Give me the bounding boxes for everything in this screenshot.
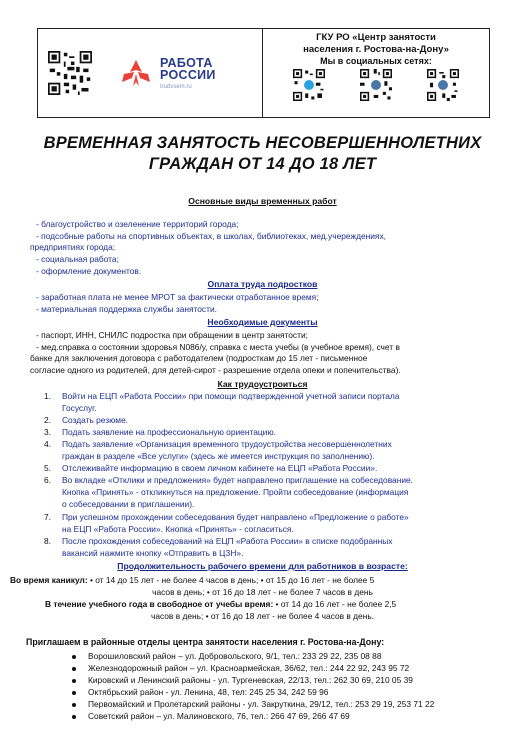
- logo-text-line2: РОССИИ: [160, 68, 216, 82]
- step-number: 3.: [44, 427, 51, 437]
- step-text: Кнопка «Принять» - откликнуться на предложение. Пройти собеседование (информация: [62, 487, 409, 497]
- social-qr-vk-2[interactable]: [427, 69, 459, 101]
- district-text: Советский район – ул. Малиновского, 76, тел.: 266 47 69, 266 47 69: [88, 711, 350, 721]
- bullet-icon: [72, 655, 76, 659]
- district-item: [72, 675, 413, 686]
- step-text: о собеседовании в приглашении).: [62, 499, 195, 509]
- hours-school-text: • от 14 до 16 лет - не более 2,5: [273, 599, 397, 609]
- qr-code-icon: [48, 51, 92, 95]
- social-qr-vk-1[interactable]: [360, 69, 392, 101]
- bullet-icon: [72, 691, 76, 695]
- org-name-line2: населения г. Ростова-на-Дону»: [303, 44, 449, 55]
- district-text: Первомайский и Пролетарский районы - ул. Закруткина, 29/12, тел.: 253 29 19, 253 71 22: [88, 699, 435, 709]
- step-number: 1.: [44, 391, 51, 401]
- step-text: После прохождения собеседований на ЕЦП «Работа России» в списке подобранных: [62, 536, 393, 546]
- header-right: [263, 29, 489, 117]
- step-number: 4.: [44, 439, 51, 449]
- hours-school-line1: [45, 599, 396, 610]
- hours-vacation-text: • от 14 до 15 лет - не более 4 часов в день; • от 15 до 16 лет - не более 5: [87, 575, 375, 585]
- district-item: [72, 651, 381, 662]
- section-title-how-to: Как трудоустроиться: [217, 379, 308, 389]
- districts-invite: Приглашаем в районные отделы центра занятости населения г. Ростова-на-Дону:: [26, 637, 385, 647]
- header-left: [38, 29, 263, 117]
- page-title: [0, 133, 525, 175]
- logo-url: trudvsem.ru: [160, 83, 192, 90]
- social-qr-row: [263, 69, 489, 101]
- section-title-hours: Продолжительность рабочего времени для работников в возрасте:: [117, 561, 408, 571]
- pay-item: - материальная поддержка службы занятости.: [36, 304, 217, 314]
- hours-vacation-line1: [10, 575, 374, 586]
- bullet-icon: [72, 715, 76, 719]
- step-text: Создать резюме.: [62, 415, 129, 425]
- step-number: 2.: [44, 415, 51, 425]
- social-qr-telegram[interactable]: [293, 69, 325, 101]
- pay-item: - заработная плата не менее МРОТ за фактически отработанное время;: [36, 292, 319, 302]
- rabota-rossii-logo-icon: [118, 58, 154, 88]
- district-item: [72, 663, 409, 674]
- org-name-line1: ГКУ РО «Центр занятости: [316, 32, 436, 43]
- district-text: Железнодорожный район – ул. Красноармейская, 36/62, тел.: 244 22 92, 243 95 72: [88, 663, 410, 673]
- work-type-item: - оформление документов.: [36, 266, 142, 276]
- document-item: - мед.справка о состоянии здоровья N086/у, справка с места учебы (в учебное время), счет в: [36, 342, 400, 352]
- social-title: Мы в социальных сетях:: [320, 56, 432, 66]
- district-item: [72, 687, 328, 698]
- hours-school-line2: часов в день; • от 16 до 18 лет - не более 4 часов в день.: [150, 611, 375, 621]
- vk-icon: [371, 80, 381, 90]
- step-text: Во вкладке «Отклики и предложения» будет направлено приглашение на собеседование.: [62, 475, 413, 485]
- step-number: 8.: [44, 536, 51, 546]
- document-item: - паспорт, ИНН, СНИЛС подростка при обращении в центр занятости;: [36, 330, 308, 340]
- step-text: граждан в разделе «Все услуги» (здесь же имеется инструкция по заполнению).: [62, 451, 375, 461]
- district-text: Ворошиловский район – ул. Добровольского, 9/1, тел.: 233 29 22, 235 08 88: [88, 651, 382, 661]
- logo-text-line1: РАБОТА: [160, 55, 213, 70]
- work-type-item: предприятиях города;: [30, 242, 116, 252]
- section-title-work-types: Основные виды временных работ: [188, 196, 337, 206]
- step-text: Госуслуг.: [62, 403, 97, 413]
- document-item: банке для заключения договора с работодателем (подросткам до 15 лет - письменное: [30, 353, 368, 363]
- bullet-icon: [72, 667, 76, 671]
- hours-vacation-label: Во время каникул:: [10, 575, 88, 585]
- district-item: [72, 699, 434, 710]
- step-text: Подать заявление на профессиональную ориентацию.: [62, 427, 276, 437]
- step-text: на ЕЦП «Работа России». Кнопка «Принять» - согласиться.: [62, 524, 294, 534]
- district-item: [72, 711, 350, 722]
- step-number: 5.: [44, 463, 51, 473]
- step-text: При успешном прохождении собеседования будет направлено «Предложение о работе»: [62, 512, 409, 522]
- step-text: вакансий нажмите кнопку «Отправить в ЦЗН».: [62, 548, 244, 558]
- telegram-icon: [304, 80, 314, 90]
- section-title-pay: Оплата труда подростков: [207, 279, 318, 289]
- work-type-item: - социальная работа;: [36, 254, 119, 264]
- page-title-line1: ВРЕМЕННАЯ ЗАНЯТОСТЬ НЕСОВЕРШЕННОЛЕТНИХ: [43, 134, 482, 152]
- district-text: Кировский и Ленинский районы - ул. Тургеневская, 22/13, тел.: 262 30 69, 210 05 39: [88, 675, 413, 685]
- bullet-icon: [72, 703, 76, 707]
- rabota-rossii-logo: [118, 57, 216, 90]
- bullet-icon: [72, 679, 76, 683]
- header-box: [37, 28, 490, 118]
- document-item: согласие одного из родителей, для детей-сирот - разрешение отдела опеки и попечительства).: [30, 365, 401, 375]
- step-text: Отслеживайте информацию в своем личном кабинете на ЕЦП «Работа России».: [62, 463, 378, 473]
- step-text: Подать заявление «Организация временного трудоустройства несовершеннолетних: [62, 439, 392, 449]
- step-text: Войти на ЕЦП «Работа России» при помощи подтвержденной учетной записи портала: [62, 391, 400, 401]
- hours-vacation-line2: часов в день; • от 16 до 18 лет - не более 7 часов в день: [152, 587, 373, 597]
- work-type-item: - подсобные работы на спортивных объектах, в школах, библиотеках, мед.учереждениях,: [36, 231, 386, 241]
- work-type-item: - благоустройство и озеленение территорий города;: [36, 219, 239, 229]
- page-title-line2: ГРАЖДАН ОТ 14 ДО 18 ЛЕТ: [148, 155, 377, 173]
- hours-school-label: В течение учебного года в свободное от учебы время:: [45, 599, 274, 609]
- section-title-documents: Необходимые документы: [207, 317, 318, 327]
- district-text: Октябрьский район - ул. Ленина, 48, тел: 245 25 34, 242 59 96: [88, 687, 329, 697]
- step-number: 6.: [44, 475, 51, 485]
- step-number: 7.: [44, 512, 51, 522]
